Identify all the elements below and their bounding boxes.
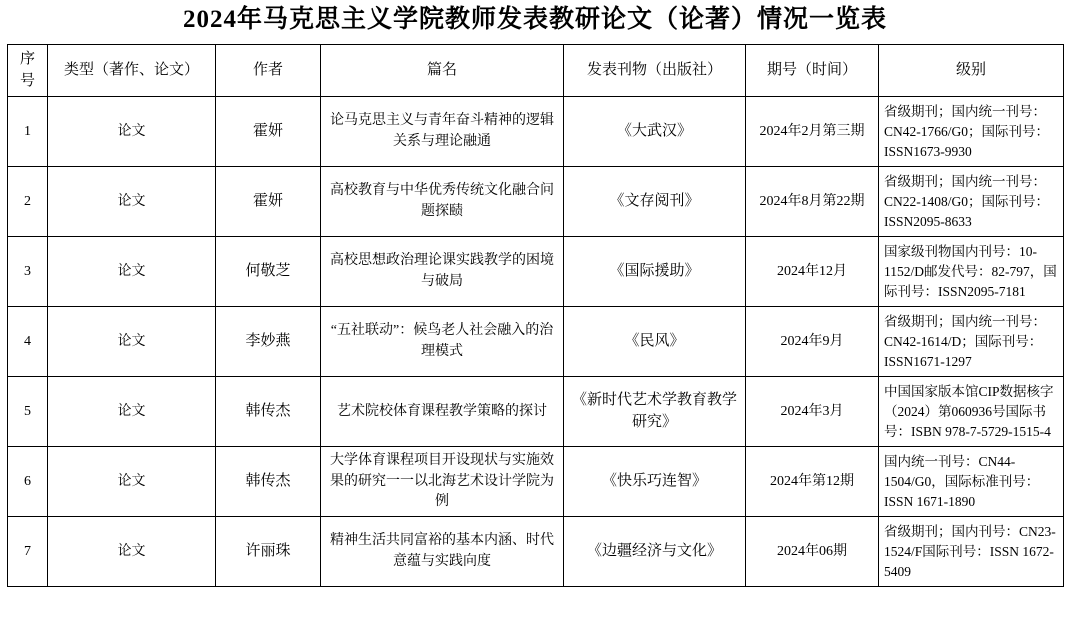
column-header-title: 篇名 [321,44,564,97]
cell-title: “五社联动”：候鸟老人社会融入的治理模式 [321,307,564,377]
cell-type: 论文 [48,237,216,307]
publications-table [7,44,1064,588]
cell-issue: 2024年12月 [746,237,879,307]
table-header-row [8,44,1064,97]
cell-title: 论马克思主义与青年奋斗精神的逻辑关系与理论融通 [321,97,564,167]
cell-title: 大学体育课程项目开设现状与实施效果的研究一一以北海艺术设计学院为例 [321,447,564,517]
table-row [8,237,1064,307]
cell-level: 省级期刊；国内刊号：CN23-1524/F国际刊号：ISSN 1672-5409 [879,517,1064,587]
cell-index: 5 [8,377,48,447]
cell-issue: 2024年3月 [746,377,879,447]
cell-type: 论文 [48,97,216,167]
column-header-journal: 发表刊物（出版社） [564,44,746,97]
cell-index: 1 [8,97,48,167]
column-header-type: 类型（著作、论文） [48,44,216,97]
cell-journal: 《边疆经济与文化》 [564,517,746,587]
cell-index: 3 [8,237,48,307]
cell-title: 高校思想政治理论课实践教学的困境与破局 [321,237,564,307]
table-row [8,377,1064,447]
table-row [8,307,1064,377]
cell-journal: 《国际援助》 [564,237,746,307]
cell-title: 高校教育与中华优秀传统文化融合问题探赜 [321,167,564,237]
column-header-index: 序号 [8,44,48,97]
cell-author: 李妙燕 [216,307,321,377]
cell-journal: 《大武汉》 [564,97,746,167]
cell-title: 精神生活共同富裕的基本内涵、时代意蕴与实践向度 [321,517,564,587]
cell-journal: 《快乐巧连智》 [564,447,746,517]
cell-issue: 2024年2月第三期 [746,97,879,167]
cell-level: 省级期刊；国内统一刊号：CN42-1766/G0；国际刊号：ISSN1673-9930 [879,97,1064,167]
cell-author: 霍妍 [216,167,321,237]
table-header [8,44,1064,97]
cell-type: 论文 [48,377,216,447]
cell-type: 论文 [48,517,216,587]
cell-author: 霍妍 [216,97,321,167]
cell-issue: 2024年8月第22期 [746,167,879,237]
cell-index: 4 [8,307,48,377]
cell-issue: 2024年06期 [746,517,879,587]
cell-issue: 2024年第12期 [746,447,879,517]
table-row [8,517,1064,587]
cell-type: 论文 [48,307,216,377]
cell-index: 7 [8,517,48,587]
cell-level: 国内统一刊号：CN44-1504/G0，国际标准刊号：ISSN 1671-1890 [879,447,1064,517]
table-body [8,97,1064,587]
cell-level: 国家级刊物国内刊号：10-1152/D邮发代号：82-797，国际刊号：ISSN2095-7181 [879,237,1064,307]
cell-journal: 《新时代艺术学教育教学研究》 [564,377,746,447]
cell-author: 许丽珠 [216,517,321,587]
cell-type: 论文 [48,447,216,517]
cell-title: 艺术院校体育课程教学策略的探讨 [321,377,564,447]
table-row [8,447,1064,517]
cell-level: 省级期刊；国内统一刊号：CN42-1614/D；国际刊号：ISSN1671-1297 [879,307,1064,377]
cell-author: 何敬芝 [216,237,321,307]
cell-author: 韩传杰 [216,447,321,517]
cell-index: 6 [8,447,48,517]
cell-issue: 2024年9月 [746,307,879,377]
cell-journal: 《文存阅刊》 [564,167,746,237]
cell-author: 韩传杰 [216,377,321,447]
column-header-level: 级别 [879,44,1064,97]
column-header-issue: 期号（时间） [746,44,879,97]
column-header-author: 作者 [216,44,321,97]
cell-journal: 《民风》 [564,307,746,377]
cell-level: 中国国家版本馆CIP数据核字（2024）第060936号国际书号：ISBN 978-7-5729-1515-4 [879,377,1064,447]
cell-level: 省级期刊；国内统一刊号：CN22-1408/G0；国际刊号：ISSN2095-8633 [879,167,1064,237]
table-row [8,167,1064,237]
table-row [8,97,1064,167]
cell-type: 论文 [48,167,216,237]
cell-index: 2 [8,167,48,237]
page-title: 2024年马克思主义学院教师发表教研论文（论著）情况一览表 [182,6,887,33]
